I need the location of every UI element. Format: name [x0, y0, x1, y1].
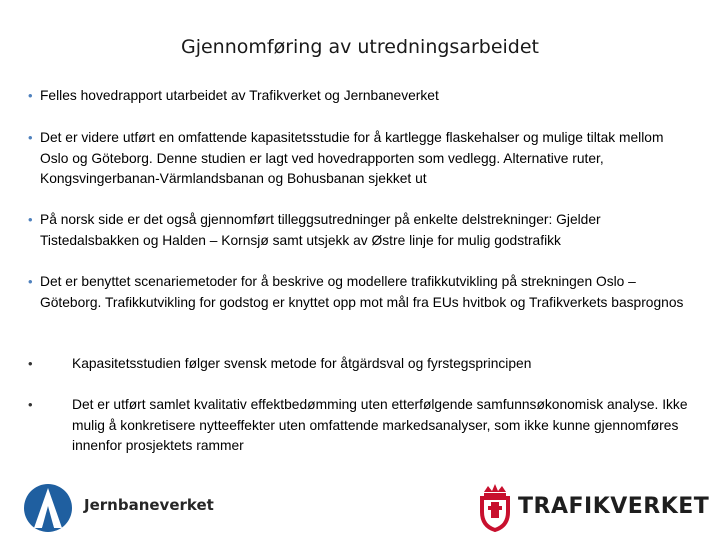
jernbaneverket-wordmark: Jernbaneverket: [84, 496, 214, 514]
bullet-text: Felles hovedrapport utarbeidet av Trafikverket og Jernbaneverket: [40, 88, 439, 103]
bullet-item: [28, 272, 688, 313]
bullet-marker: •: [28, 88, 33, 103]
jernbaneverket-emblem-icon: [22, 482, 74, 534]
jernbaneverket-logo: [22, 480, 222, 534]
bullet-item: [28, 86, 688, 107]
bullet-item: [28, 128, 688, 190]
bullet-text: Det er videre utført en omfattende kapasitetsstudie for å kartlegge flaskehalser og mulige tiltak mellom Oslo og Göteborg. Denne studien er lagt ved hovedrapporten som vedlegg. Alternative ruter, Kongsvingerbanan-Värmlandsbanan og Bohusbanan sjekket ut: [40, 130, 664, 186]
bullet-marker: •: [28, 130, 33, 145]
bullet-text: Det er utført samlet kvalitativ effektbedømming uten etterfølgende samfunnsøkonomisk analyse. Ikke mulig å konkretisere nytteeffekter uten omfattende markedsanalyser, som ikke kunne gjennomføres innenfor prosjektets rammer: [72, 397, 688, 453]
bullet-marker: •: [28, 397, 33, 412]
bullet-text: Det er benyttet scenariemetoder for å beskrive og modellere trafikkutvikling på strekningen Oslo – Göteborg. Trafikkutvikling for godstog er knyttet opp mot mål fra EUs hvitbok og Trafikverkets basprognos: [40, 274, 684, 310]
bullet-text: Kapasitetsstudien følger svensk metode for åtgärdsval og fyrstegsprincipen: [72, 356, 532, 371]
bullet-item: [28, 354, 688, 375]
bullet-marker: •: [28, 274, 33, 289]
slide-title: Gjennomføring av utredningsarbeidet: [180, 36, 540, 58]
trafikverket-logo: [476, 480, 710, 534]
bullet-marker: •: [28, 212, 33, 227]
bullet-text: På norsk side er det også gjennomført tilleggsutredninger på enkelte delstrekninger: Gjelder Tistedalsbakken og Halden – Kornsjø samt utsjekk av Østre linje for mulig godstrafikk: [40, 212, 601, 248]
crown-emblem-icon: [476, 482, 514, 532]
bullet-item: [28, 210, 688, 251]
bullet-item: [28, 395, 688, 457]
bullet-marker: •: [28, 356, 33, 371]
trafikverket-wordmark: TRAFIKVERKET: [518, 494, 710, 519]
